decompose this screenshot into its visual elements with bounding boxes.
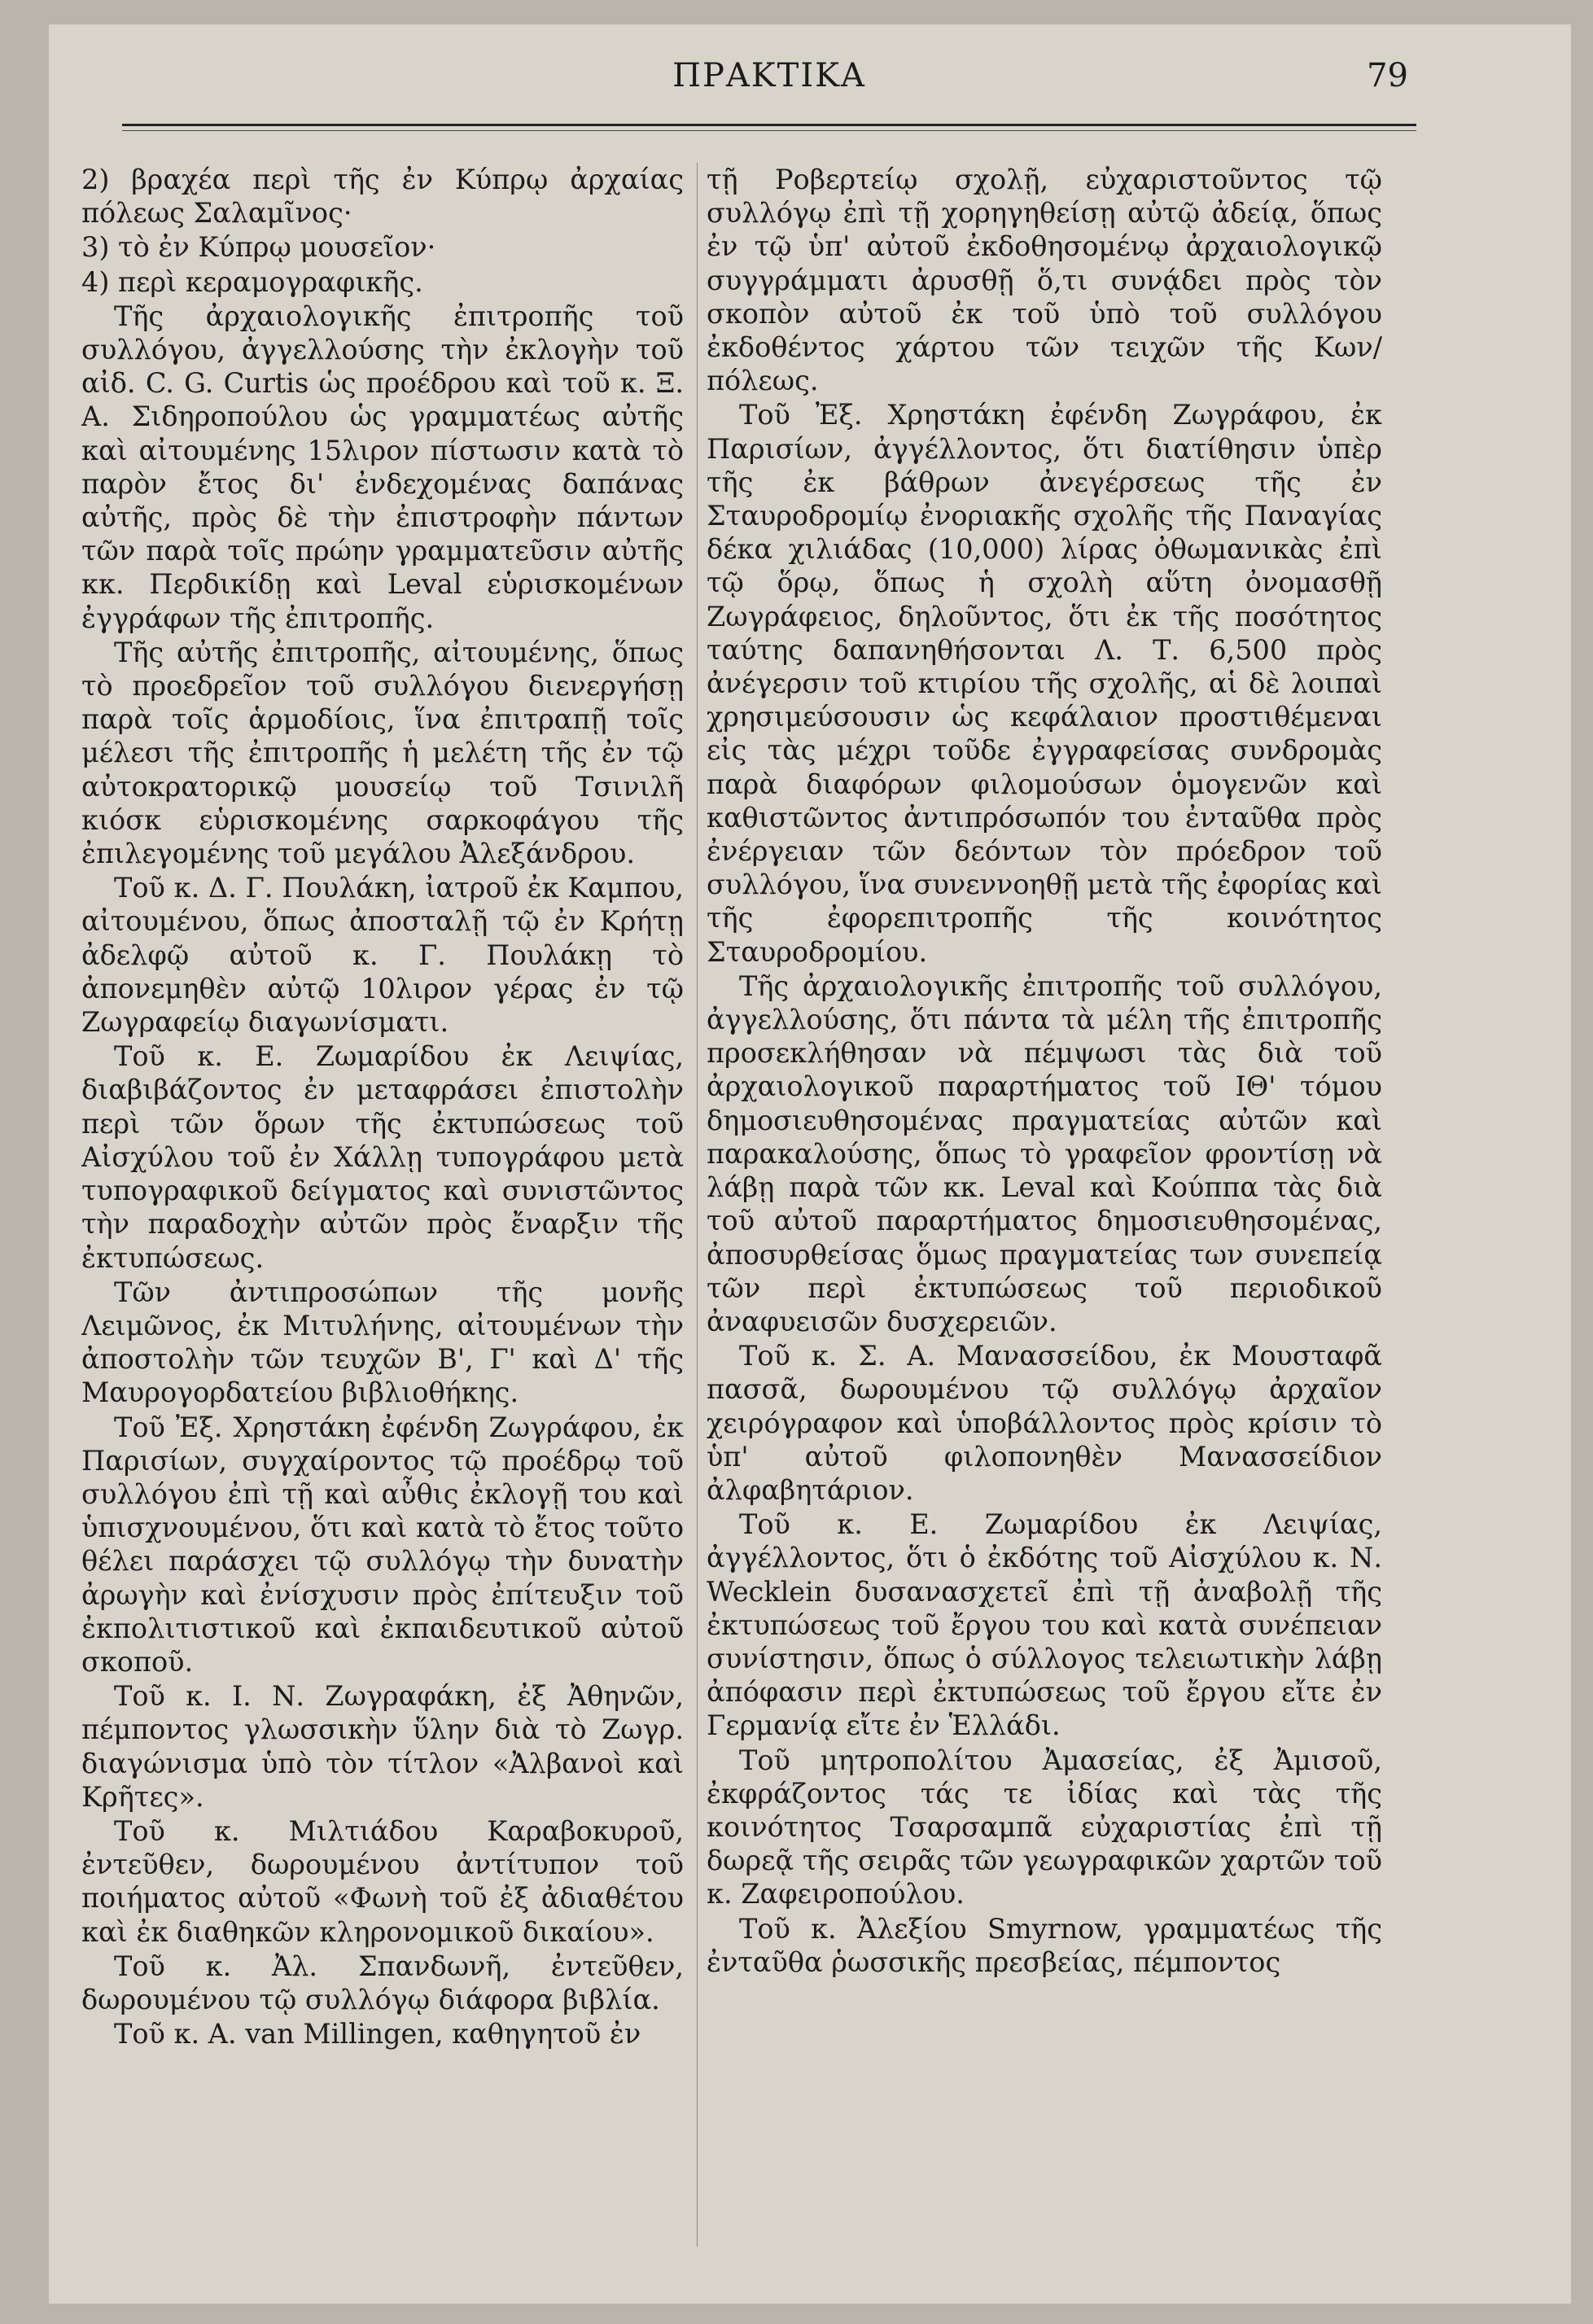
paragraph: Τοῦ κ. Μιλτιάδου Καραβοκυροῦ, ἐντεῦθεν, δωρουμένου ἀντίτυπον τοῦ ποιήματος αὐτοῦ «Φωνὴ τοῦ ἐξ ἀδιαθέτου καὶ ἐκ διαθηκῶν κληρονομικοῦ δικαίου». [81,1814,684,1948]
right-column [707,163,1382,2247]
page-header [122,57,1416,130]
header-rule [122,124,1416,126]
paragraph: 3) τὸ ἐν Κύπρῳ μουσεῖον· [81,231,436,264]
left-column [81,163,684,2247]
paragraph: Τῶν ἀντιπροσώπων τῆς μονῆς Λειμῶνος, ἐκ Μιτυλήνης, αἰτουμένων τὴν ἀποστολὴν τῶν τευχῶν Β', Γ' καὶ Δ' τῆς Μαυρογορδατείου βιβλιοθήκης. [81,1276,684,1409]
paragraph: Τοῦ κ. Σ. Α. Μανασσείδου, ἐκ Μουσταφᾶ πασσᾶ, δωρουμένου τῷ συλλόγῳ ἀρχαῖον χειρόγραφον καὶ ὑποβάλλοντος πρὸς κρίσιν τὸ ὑπ' αὐτοῦ φιλοπονηθὲν Μανασσείδιον ἀλφαβητάριον. [707,1340,1382,1506]
paragraph: τῇ Ροβερτείῳ σχολῇ, εὐχαριστοῦντος τῷ συλλόγῳ ἐπὶ τῇ χορηγηθείσῃ αὐτῷ ἀδείᾳ, ὅπως ἐν τῷ ὑπ' αὐτοῦ ἐκδοθησομένῳ ἀρχαιολογικῷ συγγράμματι ἀρυσθῇ ὅ,τι συνᾴδει πρὸς τὸν σκοπὸν αὐτοῦ ἐκ τοῦ ὑπὸ τοῦ συλλόγου ἐκδοθέντος χάρτου τῶν τειχῶν τῆς Κων/πόλεως. [707,164,1382,397]
paragraph: Τοῦ κ. Ἀλεξίου Smyrnow, γραμματέως τῆς ἐνταῦθα ῥωσσικῆς πρεσβείας, πέμποντος [707,1912,1382,1978]
header-rule-thin [122,130,1416,131]
paragraph: Τοῦ κ. Ε. Ζωμαρίδου ἐκ Λειψίας, διαβιβάζοντος ἐν μεταφράσει ἐπιστολὴν περὶ τῶν ὅρων τῆς ἐκτυπώσεως τοῦ Αἰσχύλου τοῦ ἐν Χάλλῃ τυπογράφου μετὰ τυπογραφικοῦ δείγματος καὶ συνιστῶντος τὴν παραδοχὴν αὐτῶν πρὸς ἔναρξιν τῆς ἐκτυπώσεως. [81,1040,684,1274]
paragraph: Τοῦ Ἐξ. Χρηστάκη ἐφένδη Ζωγράφου, ἐκ Παρισίων, ἀγγέλλοντος, ὅτι διατίθησιν ὑπὲρ τῆς ἐκ βάθρων ἀνεγέρσεως τῆς ἐν Σταυροδρομίῳ ἐνοριακῆς σχολῆς τῆς Παναγίας δέκα χιλιάδας (10,000) λίρας ὀθωμανικὰς ἐπὶ τῷ ὅρῳ, ὅπως ἡ σχολὴ αὕτη ὀνομασθῇ Ζωγράφειος, δηλοῦντος, ὅτι ἐκ τῆς ποσότητος ταύτης δαπανηθήσονται Λ. Τ. 6,500 πρὸς ἀνέγερσιν τοῦ κτιρίου τῆς σχολῆς, αἱ δὲ λοιπαὶ χρησιμεύσουσιν ὡς κεφάλαιον προστιθέμεναι εἰς τὰς μέχρι τοῦδε ἐγγραφείσας συνδρομὰς παρὰ διαφόρων φιλομούσων ὁμογενῶν καὶ καθιστῶντος ἀντιπρόσωπόν του ἐνταῦθα πρὸς ἐνέργειαν τῶν δεόντων τὸν πρόεδρον τοῦ συλλόγου, ἵνα συνεννοηθῇ μετὰ τῆς ἐφορίας καὶ τῆς ἐφορεπιτροπῆς τῆς κοινότητος Σταυροδρομίου. [707,399,1382,968]
paragraph: 2) βραχέα περὶ τῆς ἐν Κύπρῳ ἀρχαίας πόλεως Σαλαμῖνος· [81,164,684,230]
paragraph: Τῆς αὐτῆς ἐπιτροπῆς, αἰτουμένης, ὅπως τὸ προεδρεῖον τοῦ συλλόγου διενεργήσῃ παρὰ τοῖς ἁρμοδίοις, ἵνα ἐπιτραπῇ τοῖς μέλεσι τῆς ἐπιτροπῆς ἡ μελέτη τῆς ἐν τῷ αὐτοκρατορικῷ μουσείῳ τοῦ Τσινιλῆ κιόσκ εὑρισκομένης σαρκοφάγου τῆς ἐπιλεγομένης τοῦ μεγάλου Ἀλεξάνδρου. [81,636,684,870]
paragraph: Τοῦ Ἐξ. Χρηστάκη ἐφένδη Ζωγράφου, ἐκ Παρισίων, συγχαίροντος τῷ προέδρῳ τοῦ συλλόγου ἐπὶ τῇ καὶ αὖθις ἐκλογῇ του καὶ ὑπισχνουμένου, ὅτι καὶ κατὰ τὸ ἔτος τοῦτο θέλει παράσχει τῷ συλλόγῳ τὴν δυνατὴν ἀρωγὴν καὶ ἐνίσχυσιν πρὸς ἐπίτευξιν τοῦ ἐκπολιτιστικοῦ καὶ ἐκπαιδευτικοῦ αὐτοῦ σκοποῦ. [81,1411,684,1678]
paragraph: Τοῦ μητροπολίτου Ἀμασείας, ἐξ Ἀμισοῦ, ἐκφράζοντος τάς τε ἰδίας καὶ τὰς τῆς κοινότητος Τσαρσαμπᾶ εὐχαριστίας ἐπὶ τῇ δωρεᾷ τῆς σειρᾶς τῶν γεωγραφικῶν χαρτῶν τοῦ κ. Ζαφειροπούλου. [707,1744,1382,1910]
paragraph: 4) περὶ κεραμογραφικῆς. [81,265,423,298]
page-number: 79 [1367,57,1408,94]
paragraph: Τῆς ἀρχαιολογικῆς ἐπιτροπῆς τοῦ συλλόγου, ἀγγελλούσης τὴν ἐκλογὴν τοῦ αἰδ. C. G. Curtis ὡς προέδρου καὶ τοῦ κ. Ξ. Α. Σιδηροπούλου ὡς γραμματέως αὐτῆς καὶ αἰτουμένης 15λιρον πίστωσιν κατὰ τὸ παρὸν ἔτος δι' ἐνδεχομένας δαπάνας αὐτῆς, πρὸς δὲ τὴν ἐπιστροφὴν πάντων τῶν παρὰ τοῖς πρώην γραμματεῦσιν αὐτῆς κκ. Περδικίδῃ καὶ Leval εὑρισκομένων ἐγγράφων τῆς ἐπιτροπῆς. [81,300,684,634]
paragraph: Τῆς ἀρχαιολογικῆς ἐπιτροπῆς τοῦ συλλόγου, ἀγγελλούσης, ὅτι πάντα τὰ μέλη τῆς ἐπιτροπῆς προσεκλήθησαν νὰ πέμψωσι τὰς διὰ τοῦ ἀρχαιολογικοῦ παραρτήματος τοῦ ΙΘ' τόμου δημοσιευθησομένας πραγματείας αὐτῶν καὶ παρακαλούσης, ὅπως τὸ γραφεῖον φροντίσῃ νὰ λάβῃ παρὰ τῶν κκ. Leval καὶ Κούππα τὰς διὰ τοῦ αὐτοῦ παραρτήματος δημοσιευθησομένας, ἀποσυρθείσας ὅμως πραγματείας των συνεπείᾳ τῶν περὶ ἐκτυπώσεως τοῦ περιοδικοῦ ἀναφυεισῶν δυσχερειῶν. [707,969,1382,1337]
paragraph: Τοῦ κ. Δ. Γ. Πουλάκη, ἰατροῦ ἐκ Καμπου, αἰτουμένου, ὅπως ἀποσταλῇ τῷ ἐν Κρήτῃ ἀδελφῷ αὐτοῦ κ. Γ. Πουλάκῃ τὸ ἀπονεμηθὲν αὐτῷ 10λιρον γέρας ἐν τῷ Ζωγραφείῳ διαγωνίσματι. [81,872,684,1039]
paragraph: Τοῦ κ. Ἀλ. Σπανδωνῆ, ἐντεῦθεν, δωρουμένου τῷ συλλόγῳ διάφορα βιβλία. [81,1950,684,2015]
paragraph: Τοῦ κ. A. van Millingen, καθηγητοῦ ἐν [114,2018,641,2050]
running-head: ΠΡΑΚΤΙΚΑ [672,57,866,94]
column-divider [697,163,698,2247]
paragraph: Τοῦ κ. Ε. Ζωμαρίδου ἐκ Λειψίας, ἀγγέλλοντος, ὅτι ὁ ἐκδότης τοῦ Αἰσχύλου κ. Ν. Wecklein δυσανασχετεῖ ἐπὶ τῇ ἀναβολῇ τῆς ἐκτυπώσεως τοῦ ἔργου του καὶ κατὰ συνέπειαν συνίστησιν, ὅπως ὁ σύλλογος τελειωτικὴν λάβῃ ἀπόφασιν περὶ ἐκτυπώσεως τοῦ ἔργου εἴτε ἐν Γερμανίᾳ εἴτε ἐν Ἑλλάδι. [707,1508,1382,1742]
paragraph: Τοῦ κ. Ι. Ν. Ζωγραφάκη, ἐξ Ἀθηνῶν, πέμποντος γλωσσικὴν ὕλην διὰ τὸ Ζωγρ. διαγώνισμα ὑπὸ τὸν τίτλον «Ἀλβανοὶ καὶ Κρῆτες». [81,1680,684,1813]
